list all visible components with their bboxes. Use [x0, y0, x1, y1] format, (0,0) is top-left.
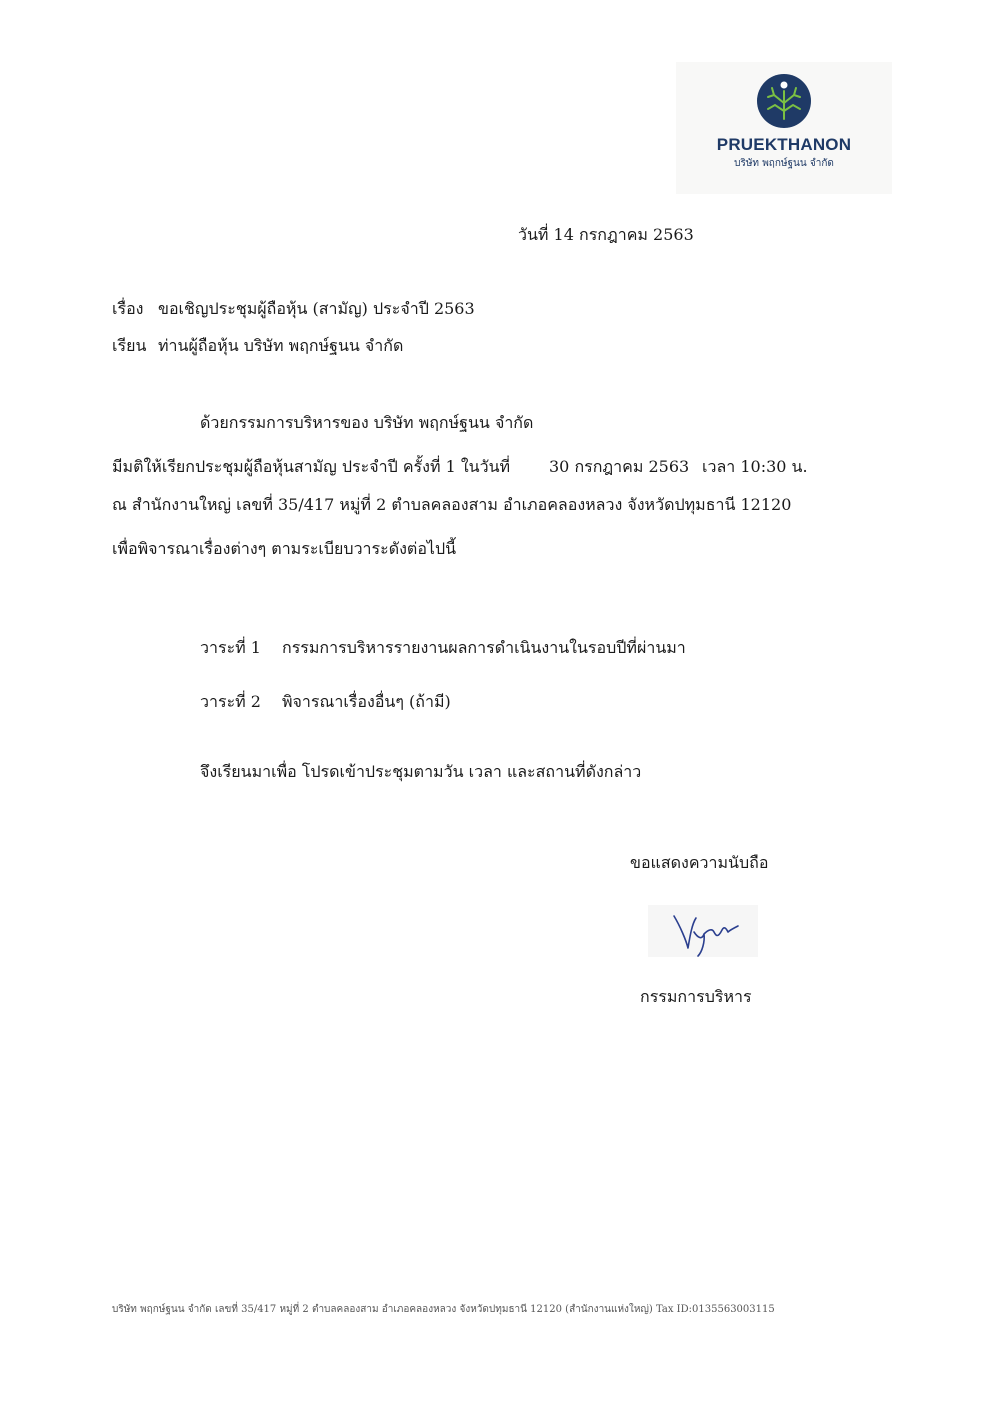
- signer-title: กรรมการบริหาร: [640, 987, 752, 1006]
- to-label: เรียน: [112, 336, 147, 355]
- closing-request: จึงเรียนมาเพื่อ โปรดเข้าประชุมตามวัน เวลา และสถานที่ดังกล่าว: [200, 762, 642, 781]
- subject-label: เรื่อง: [112, 299, 144, 318]
- subject-text: ขอเชิญประชุมผู้ถือหุ้น (สามัญ) ประจำปี 2563: [158, 299, 475, 318]
- closing-phrase: ขอแสดงความนับถือ: [630, 853, 769, 872]
- agenda-label-1: วาระที่ 1: [200, 638, 261, 657]
- agenda-label-2: วาระที่ 2: [200, 692, 261, 711]
- body-line-4: เพื่อพิจารณาเรื่องต่างๆ ตามระเบียบวาระดังต่อไปนี้: [112, 539, 457, 558]
- brand-name: PRUEKTHANON: [716, 135, 852, 154]
- footer-address: บริษัท พฤกษ์ฐนน จำกัด เลขที่ 35/417 หมู่ที่ 2 ตำบลคลองสาม อำเภอคลองหลวง จังหวัดปทุมธานี 12120 (สำนักงานแห่งใหญ่) Tax ID:0135563003115: [112, 1304, 775, 1315]
- body-line-1: ด้วยกรรมการบริหารของ บริษัท พฤกษ์ฐนน จำกัด: [200, 413, 534, 432]
- body-line-2a: มีมติให้เรียกประชุมผู้ถือหุ้นสามัญ ประจำปี ครั้งที่ 1 ในวันที่: [112, 457, 511, 476]
- signature-icon: [660, 906, 746, 958]
- agenda-text-2: พิจารณาเรื่องอื่นๆ (ถ้ามี): [282, 692, 451, 711]
- agenda-text-1: กรรมการบริหารรายงานผลการดำเนินงานในรอบปีที่ผ่านมา: [282, 638, 686, 657]
- body-line-3: ณ สำนักงานใหญ่ เลขที่ 35/417 หมู่ที่ 2 ตำบลคลองสาม อำเภอคลองหลวง จังหวัดปทุมธานี 12120: [112, 495, 792, 514]
- meeting-time: เวลา 10:30 น.: [702, 457, 808, 476]
- brand-subtitle: บริษัท พฤกษ์ฐนน จำกัด: [734, 158, 834, 169]
- to-text: ท่านผู้ถือหุ้น บริษัท พฤกษ์ฐนน จำกัด: [158, 336, 404, 355]
- letter-date: วันที่ 14 กรกฎาคม 2563: [518, 225, 694, 244]
- company-logo-icon: [756, 73, 812, 129]
- meeting-date: 30 กรกฎาคม 2563: [549, 457, 690, 476]
